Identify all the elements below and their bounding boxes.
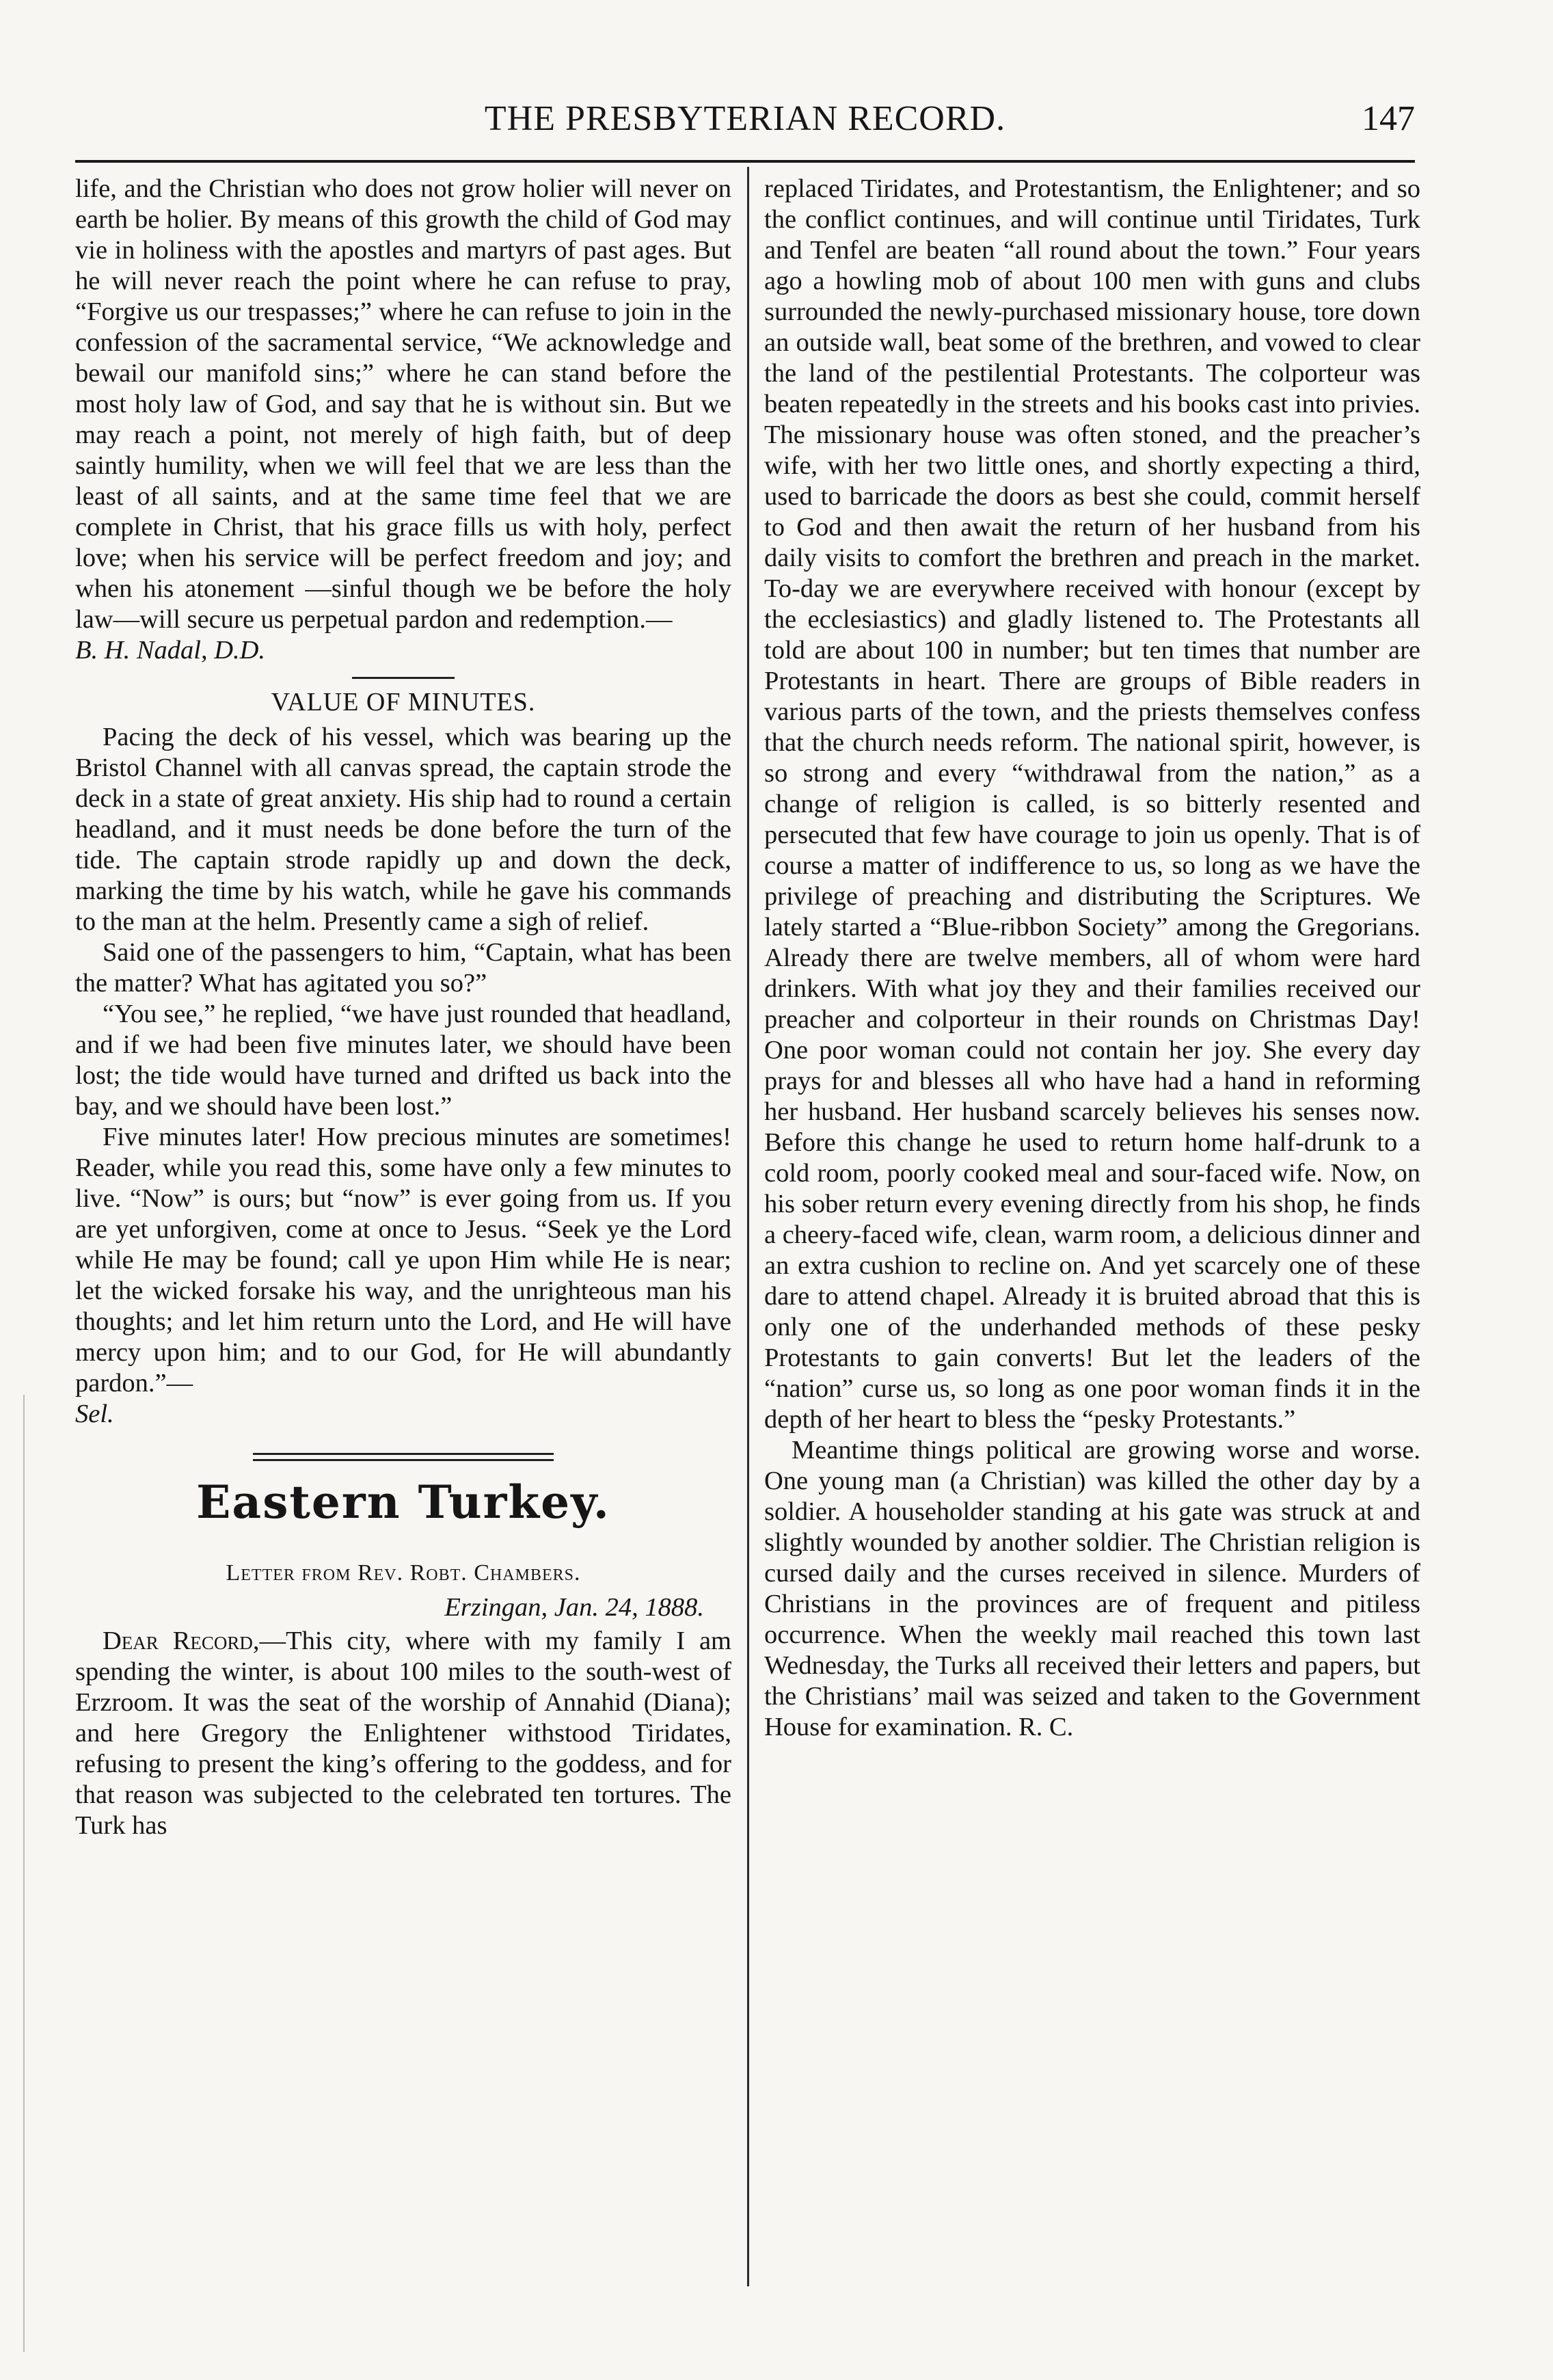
page-number: 147 (1362, 99, 1415, 138)
page-header (75, 96, 1415, 146)
letter-dateline: Erzingan, Jan. 24, 1888. (444, 1593, 704, 1622)
article-paragraph: life, and the Christian who does not grow holier will never on earth be holier. By means of this growth the child of God may vie in holiness with the apostles and martyrs of past ages. But he will never reach the point where he can refuse to pray, “Forgive us our trespasses;” where he can refuse to join in the confession of the sacramental service, “We acknowledge and bewail our manifold sins;” where he can stand before the most holy law of God, and say that he is without sin. But we may reach a point, not merely of high faith, but of deep saintly humility, when we will feel that we are less than the least of all saints, and at the same time feel that we are complete in Christ, that his grace fills us with holy, perfect love; when his service will be perfect freedom and joy; and when his atonement —sinful though we be before the holy law—will secure us perpetual pardon and redemption.— B. H. Nadal, D.D. (75, 174, 731, 665)
article-paragraph: replaced Tiridates, and Protestantism, the Enlightener; and so the conflict continues, and will continue until Tiridates, Turk and Tenfel are beaten “all round about the town.” Four years ago a howling mob of about 100 men with guns and clubs surrounded the newly-purchased missionary house, tore down an outside wall, beat some of the brethren, and vowed to clear the land of the pestilential Protestants. The colporteur was beaten repeatedly in the streets and his books cast into privies. The missionary house was often stoned, and the preacher’s wife, with her two little ones, and shortly expecting a third, used to barricade the doors as best she could, commit herself to God and then await the return of her husband from his daily visits to comfort the brethren and preach in the market. To-day we are everywhere received with honour (except by the ecclesiastics) and gladly listened to. The Protestants all told are about 100 in number; but ten times that number are Protestants in heart. There are groups of Bible readers in various parts of the town, and the priests themselves confess that the church needs reform. The national spirit, however, is so strong and every “withdrawal from the nation,” as a change of religion is called, is so bitterly resented and persecuted that few have courage to join us openly. That is of course a matter of indifference to us, so long as we have the privilege of preaching and distributing the Scriptures. We lately started a “Blue-ribbon Society” among the Gregorians. Already there are twelve members, all of whom were hard drinkers. With what joy they and their families received our preacher and colporteur in their rounds on Christmas Day! One poor woman could not contain her joy. She every day prays for and blesses all who have had a hand in reforming her husband. Her husband scarcely believes his senses now. Before this change he used to return home half-drunk to a cold room, poorly cooked meal and sour-faced wife. Now, on his sober return every evening directly from his shop, he finds a cheery-faced wife, clean, warm room, a delicious dinner and an extra cushion to recline on. And yet scarcely one of these dare to attend chapel. Already it is bruited abroad that this is only one of the underhanded methods of these pesky Protestants to gain converts! But let the leaders of the “nation” curse us, so long as one poor woman finds it in the depth of her heart to bless the “pesky Protestants.” (764, 174, 1420, 1434)
article-paragraph: Five minutes later! How precious minutes are sometimes! Reader, while you read this, some have only a few minutes to live. “Now” is ours; but “now” is ever going from us. If you are yet unforgiven, come at once to Jesus. “Seek ye the Lord while He may be found; call ye upon Him while He is near; let the wicked forsake his way, and the unrighteous man his thoughts; and let him return unto the Lord, and He will have mercy upon him; and to our God, for He will abundantly pardon.”— Sel. (75, 1123, 731, 1428)
article-paragraph: Dear Record,—This city, where with my family I am spending the winter, is about 100 miles to the south-west of Erzroom. It was the seat of the worship of Annahid (Diana); and here Gregory the Enlightener withstood Tiridates, refusing to present the king’s offering to the goddess, and for that reason was subjected to the celebrated ten tortures. The Turk has (75, 1627, 731, 1840)
letter-salutation: Dear Record, (103, 1627, 260, 1655)
double-divider (253, 1453, 554, 1461)
article-signature: Sel. (75, 1400, 114, 1428)
section-heading: Eastern Turkey. (196, 1475, 610, 1529)
author-signature: B. H. Nadal, D.D. (75, 636, 266, 665)
right-column (764, 174, 1420, 2293)
letter-signature: R. C. (1018, 1713, 1074, 1741)
publication-title: THE PRESBYTERIAN RECORD. (484, 99, 1006, 138)
left-column (75, 174, 731, 2293)
header-rule (75, 160, 1415, 163)
margin-mark (23, 1395, 25, 2352)
article-paragraph: Said one of the passengers to him, “Captain, what has been the matter? What has agitated you so?” (75, 938, 731, 998)
article-paragraph: Pacing the deck of his vessel, which was bearing up the Bristol Channel with all canvas spread, the captain strode the deck in a state of great anxiety. His ship had to round a certain headland, and it must needs be done before the turn of the tide. The captain strode rapidly up and down the deck, marking the time by his watch, while he gave his commands to the man at the helm. Presently came a sigh of relief. (75, 723, 731, 936)
article-heading: VALUE OF MINUTES. (271, 688, 536, 717)
section-divider (352, 677, 455, 679)
article-paragraph: Meantime things political are growing worse and worse. One young man (a Christian) was killed the other day by a soldier. A householder standing at his gate was struck at and slightly wounded by another soldier. The Christian religion is cursed daily and the curses received in silence. Murders of Christians in the provinces are of frequent and pitiless occurrence. When the weekly mail reached this town last Wednesday, the Turks all received their letters and papers, but the Christians’ mail was seized and taken to the Government House for examination. R. C. (764, 1436, 1420, 1741)
article-paragraph: “You see,” he replied, “we have just rounded that headland, and if we had been five minutes later, we should have been lost; the tide would have turned and drifted us back into the bay, and we should have been lost.” (75, 1000, 731, 1121)
column-divider (747, 167, 749, 2286)
letter-byline: Letter from Rev. Robt. Chambers. (226, 1560, 581, 1586)
